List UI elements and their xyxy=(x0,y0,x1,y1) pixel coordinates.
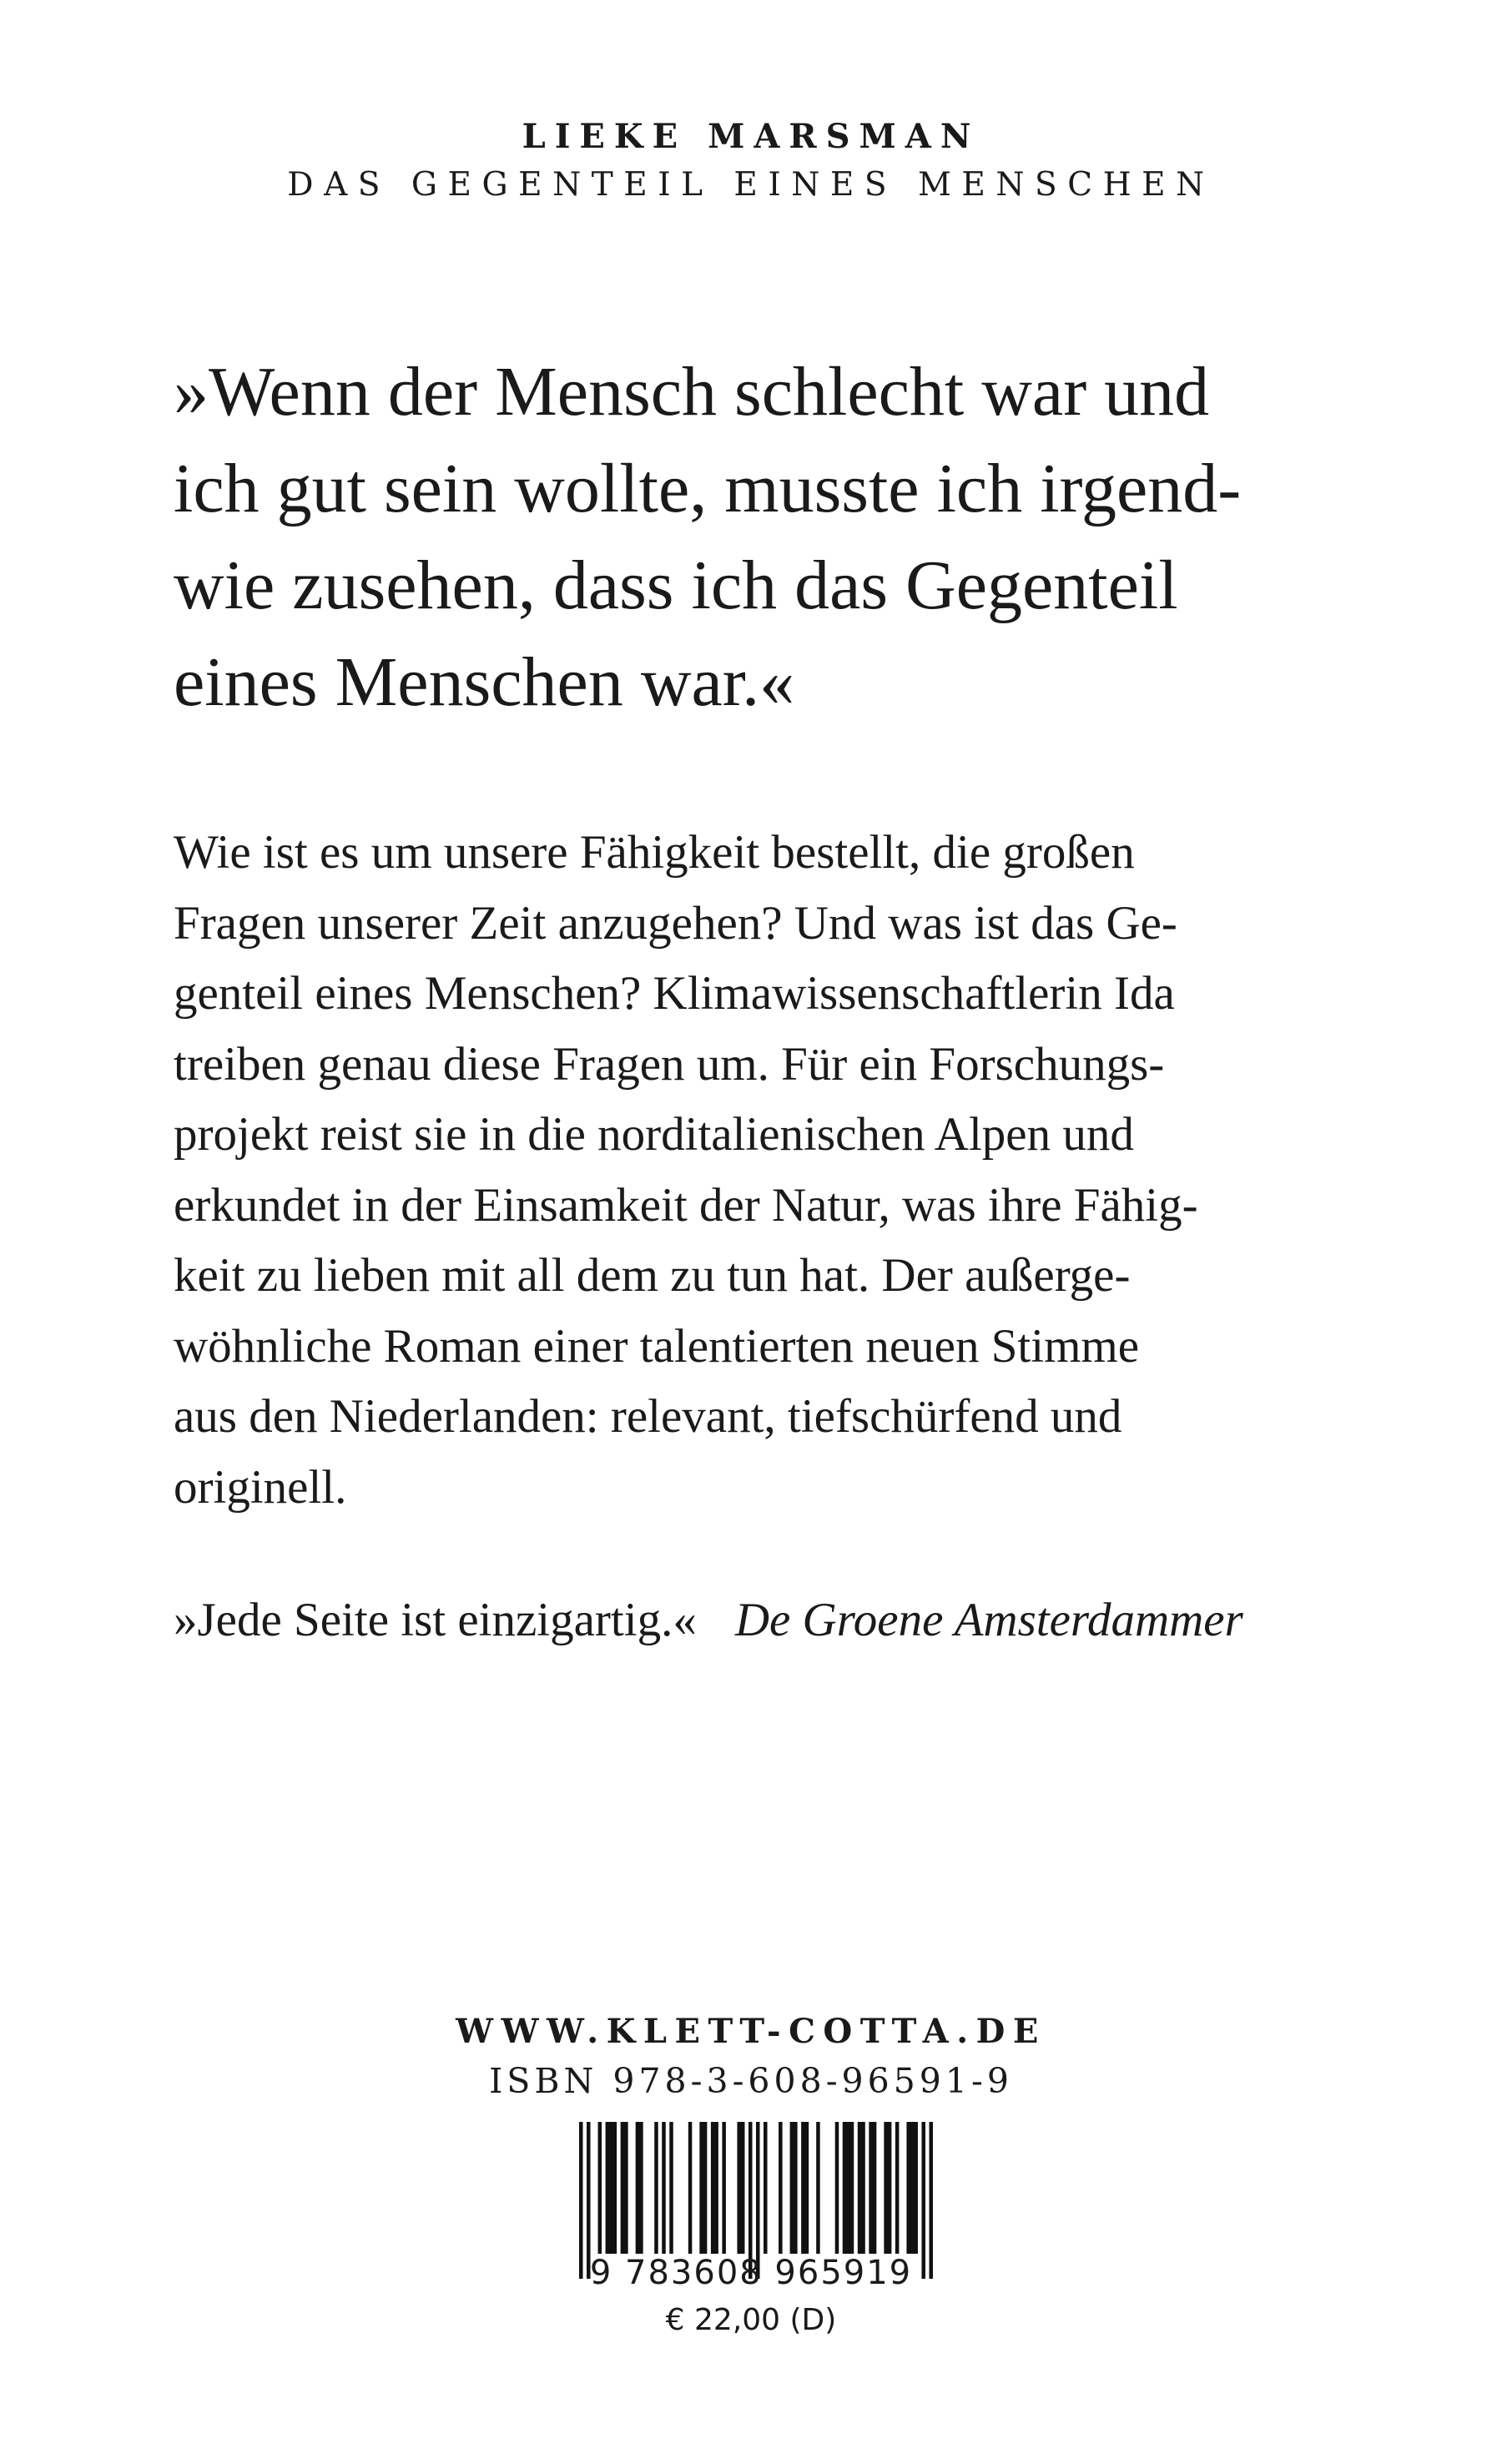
barcode-bar xyxy=(598,2122,602,2254)
pull-quote xyxy=(174,344,1358,731)
barcode-bar xyxy=(688,2122,693,2254)
barcode-bar xyxy=(654,2122,658,2254)
blurb-line: projekt reist sie in die norditalienischen Alpen und xyxy=(174,1108,1134,1161)
barcode-bar xyxy=(722,2122,726,2254)
barcode-digits: 9 783608 965919 xyxy=(589,2254,913,2292)
barcode-bar xyxy=(816,2122,820,2254)
pull-quote-line: wie zusehen, dass ich das Gegenteil xyxy=(174,547,1178,624)
author-name: LIEKE MARSMAN xyxy=(522,117,980,156)
barcode-bar xyxy=(869,2122,876,2254)
barcode-bar xyxy=(636,2122,643,2254)
barcode-bar xyxy=(801,2122,809,2254)
blurb-text xyxy=(174,818,1375,1523)
pull-quote-line: eines Menschen war.« xyxy=(174,643,795,721)
barcode-bar xyxy=(858,2122,865,2254)
pull-quote-line: ich gut sein wollte, musste ich irgend- xyxy=(174,450,1242,527)
review-source: De Groene Amsterdammer xyxy=(734,1594,1243,1646)
price-label: € 22,00 (D) xyxy=(665,2303,837,2337)
barcode-bar xyxy=(764,2122,768,2254)
barcode-bar xyxy=(843,2122,854,2254)
barcode-bar xyxy=(779,2122,783,2254)
blurb-line: genteil eines Menschen? Klimawissenschaftlerin Ida xyxy=(174,967,1175,1020)
barcode-bar xyxy=(711,2122,718,2254)
blurb-line: originell. xyxy=(174,1460,347,1514)
blurb-line: aus den Niederlanden: relevant, tiefschürfend und xyxy=(174,1390,1122,1443)
barcode-bar xyxy=(895,2122,900,2254)
barcode-bar xyxy=(906,2122,918,2254)
barcode-bar xyxy=(790,2122,798,2254)
blurb-line: Fragen unserer Zeit anzugehen? Und was ist das Ge- xyxy=(174,896,1177,950)
barcode-bar xyxy=(621,2122,628,2254)
review-text: »Jede Seite ist einzigartig.« xyxy=(174,1594,697,1646)
barcode-bar xyxy=(737,2122,744,2254)
barcode-bar xyxy=(835,2122,839,2254)
blurb-line: treiben genau diese Fragen um. Für ein Forschungs- xyxy=(174,1037,1165,1091)
barcode-bar xyxy=(884,2122,891,2254)
book-title: DAS GEGENTEIL EINES MENSCHEN xyxy=(287,166,1215,204)
pull-quote-line: »Wenn der Mensch schlecht war und xyxy=(174,353,1210,431)
blurb-line: erkundet in der Einsamkeit der Natur, was ihre Fähig- xyxy=(174,1178,1198,1232)
isbn-number: ISBN 978-3-608-96591-9 xyxy=(489,2061,1013,2101)
barcode-bar xyxy=(606,2122,617,2254)
publisher-url[interactable]: WWW.KLETT-COTTA.DE xyxy=(456,2012,1046,2051)
blurb-line: Wie ist es um unsere Fähigkeit bestellt, die großen xyxy=(174,826,1135,879)
blurb-line: wöhnliche Roman einer talentierten neuen Stimme xyxy=(174,1319,1140,1373)
review-quote xyxy=(174,1585,1375,1655)
barcode-bar xyxy=(662,2122,666,2254)
barcode-bar xyxy=(699,2122,707,2254)
barcode-bar xyxy=(669,2122,673,2254)
blurb-line: keit zu lieben mit all dem zu tun hat. Der außerge- xyxy=(174,1249,1131,1302)
